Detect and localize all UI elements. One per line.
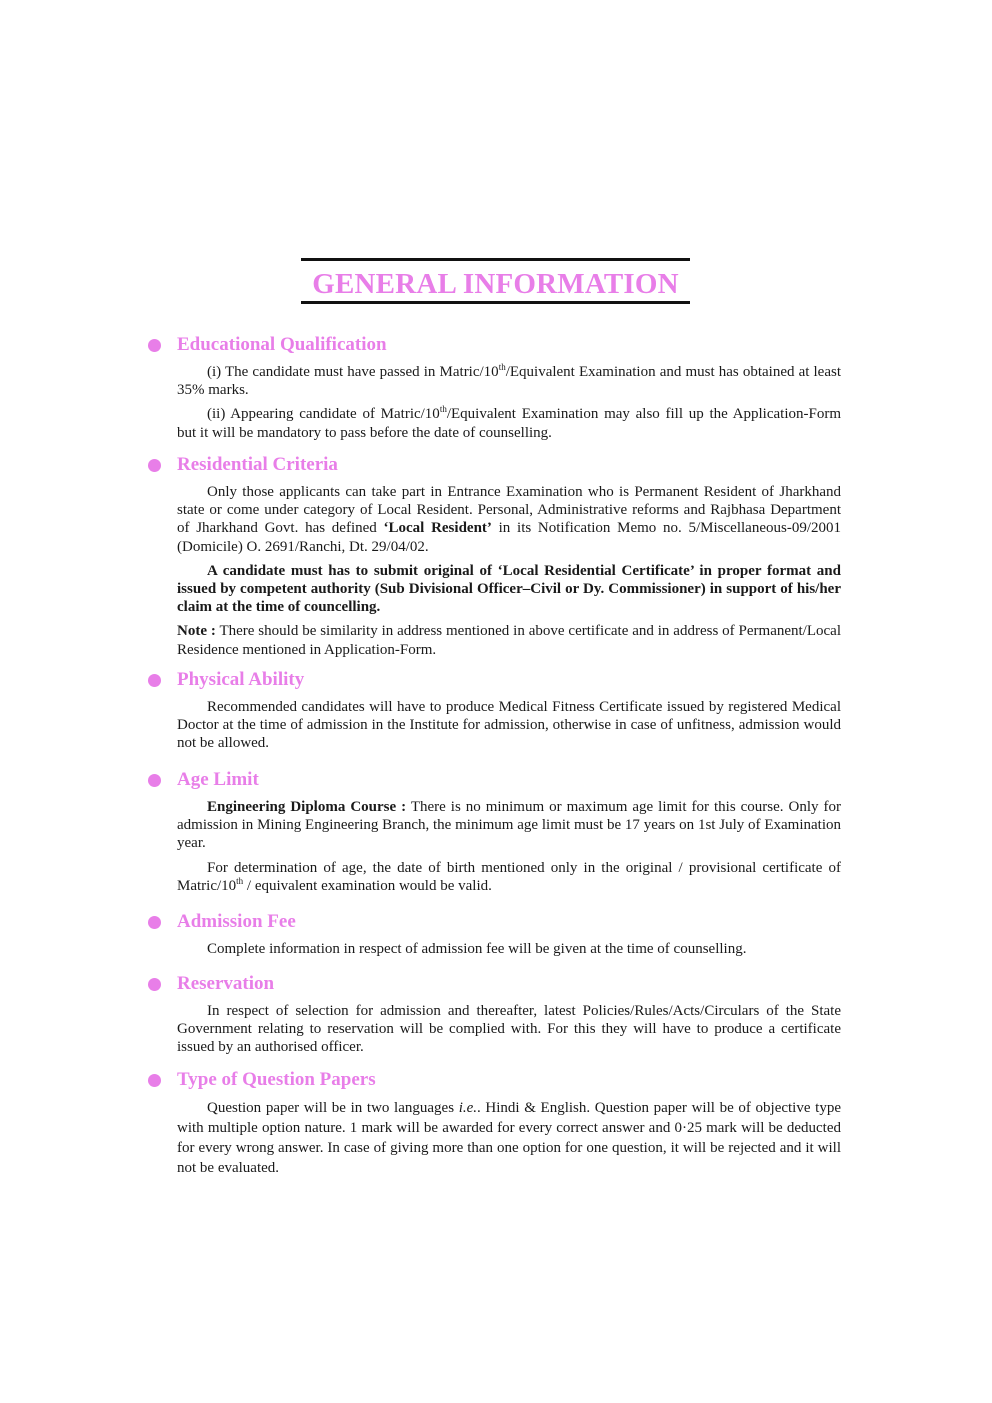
section-heading xyxy=(148,668,841,692)
section-heading xyxy=(148,910,841,934)
section-admission-fee xyxy=(148,910,841,958)
note xyxy=(177,622,841,658)
paragraph: In respect of selection for admission and thereafter, latest Policies/Rules/Acts/Circulars of the State Government relating to reservation will be complied with. For this they will have to produce a certificate issued by an authorised officer. xyxy=(177,1003,841,1056)
text: /Equivalent Examination and must has obtained at least 35% marks. xyxy=(177,364,841,399)
section-reservation xyxy=(148,972,841,1057)
section-age-limit xyxy=(148,768,841,895)
bullet-icon xyxy=(148,339,161,352)
paragraph xyxy=(177,405,841,441)
text: Question paper will be in two languages xyxy=(207,1100,459,1116)
bold-text: ‘Local Resident’ xyxy=(383,520,492,537)
section-title: Type of Question Papers xyxy=(177,1069,376,1090)
italic-text: i.e. xyxy=(458,1100,478,1116)
superscript: th xyxy=(236,875,244,886)
section-heading xyxy=(148,1068,841,1092)
section-title: Age Limit xyxy=(177,769,259,790)
superscript: th xyxy=(498,362,506,372)
text: /Equivalent Examination may also fill up the Application-Form but it will be mandatory to pass before the date of counselling. xyxy=(177,406,841,441)
section-heading xyxy=(148,453,841,477)
bullet-icon xyxy=(148,1074,161,1087)
text: / equivalent examination would be valid. xyxy=(243,877,492,894)
paragraph xyxy=(177,363,841,399)
section-educational-qualification xyxy=(148,333,841,442)
note-text: There should be similarity in address mentioned in above certificate and in address of Permanent/Local Residence mentioned in Application-Form. xyxy=(177,623,841,658)
section-heading xyxy=(148,972,841,996)
text: For determination of age, the date of birth mentioned only in the original / provisional certificate of Matric/10 xyxy=(177,859,841,894)
section-body xyxy=(177,1098,841,1178)
section-title: Physical Ability xyxy=(177,669,305,690)
section-physical-ability xyxy=(148,668,841,753)
bullet-icon xyxy=(148,916,161,929)
paragraph xyxy=(177,1098,841,1178)
superscript: th xyxy=(439,404,447,415)
section-title: Educational Qualification xyxy=(177,334,387,355)
section-body xyxy=(177,798,841,895)
section-title: Residential Criteria xyxy=(177,454,338,475)
bold-text: Engineering Diploma Course : xyxy=(207,799,407,815)
section-question-papers xyxy=(148,1068,841,1178)
section-heading xyxy=(148,333,841,357)
section-body xyxy=(177,483,841,659)
text: (ii) Appearing candidate of Matric/10 xyxy=(207,406,440,423)
bullet-icon xyxy=(148,774,161,787)
section-title: Admission Fee xyxy=(177,911,296,932)
text: . Hindi & English. Question paper will be of objective type with multiple option nature. 1 mark will be awarded for every correct answer and 0·25 mark will be deducted for every wrong answer. In case of giving more than one option for one question, it will be rejected and it will not be evaluated. xyxy=(177,1100,841,1176)
paragraph xyxy=(177,483,841,556)
page-title-box xyxy=(301,258,690,304)
paragraph xyxy=(177,798,841,853)
text: Only those applicants can take part in Entrance Examination who is Permanent Resident of Jharkhand state or come under category of Local Resident. Personal, Administrative reforms and Rajbhasa Department of Jharkhand Govt. has defined xyxy=(177,484,841,537)
section-title: Reservation xyxy=(177,973,275,994)
section-body xyxy=(177,940,841,958)
text: in its Notification Memo no. 5/Miscellaneous-09/2001 (Domicile) O. 2691/Ranchi, Dt. 29/04/02. xyxy=(177,520,841,555)
bullet-icon xyxy=(148,978,161,991)
paragraph: Complete information in respect of admission fee will be given at the time of counselling. xyxy=(207,941,747,957)
page-title: GENERAL INFORMATION xyxy=(312,268,679,300)
note-label: Note : xyxy=(177,623,216,640)
text: There is no minimum or maximum age limit for this course. Only for admission in Mining Engineering Branch, the minimum age limit must be 17 years on 1st July of Examination year. xyxy=(177,799,841,852)
bullet-icon xyxy=(148,459,161,472)
section-body xyxy=(177,698,841,753)
paragraph xyxy=(177,859,841,895)
text: (i) The candidate must have passed in Matric/10 xyxy=(207,364,499,380)
paragraph: Recommended candidates will have to produce Medical Fitness Certificate issued by registered Medical Doctor at the time of admission in the Institute for admission, otherwise in case of unfitness, admission would not be allowed. xyxy=(177,699,841,752)
section-residential-criteria xyxy=(148,453,841,659)
section-body xyxy=(177,1002,841,1057)
paragraph-bold: A candidate must has to submit original of ‘Local Residential Certificate’ in proper format and issued by competent authority (Sub Divisional Officer–Civil or Dy. Commissioner) in support of his/her claim at the time of councelling. xyxy=(177,562,841,616)
section-heading xyxy=(148,768,841,792)
section-body xyxy=(177,363,841,442)
bullet-icon xyxy=(148,674,161,687)
